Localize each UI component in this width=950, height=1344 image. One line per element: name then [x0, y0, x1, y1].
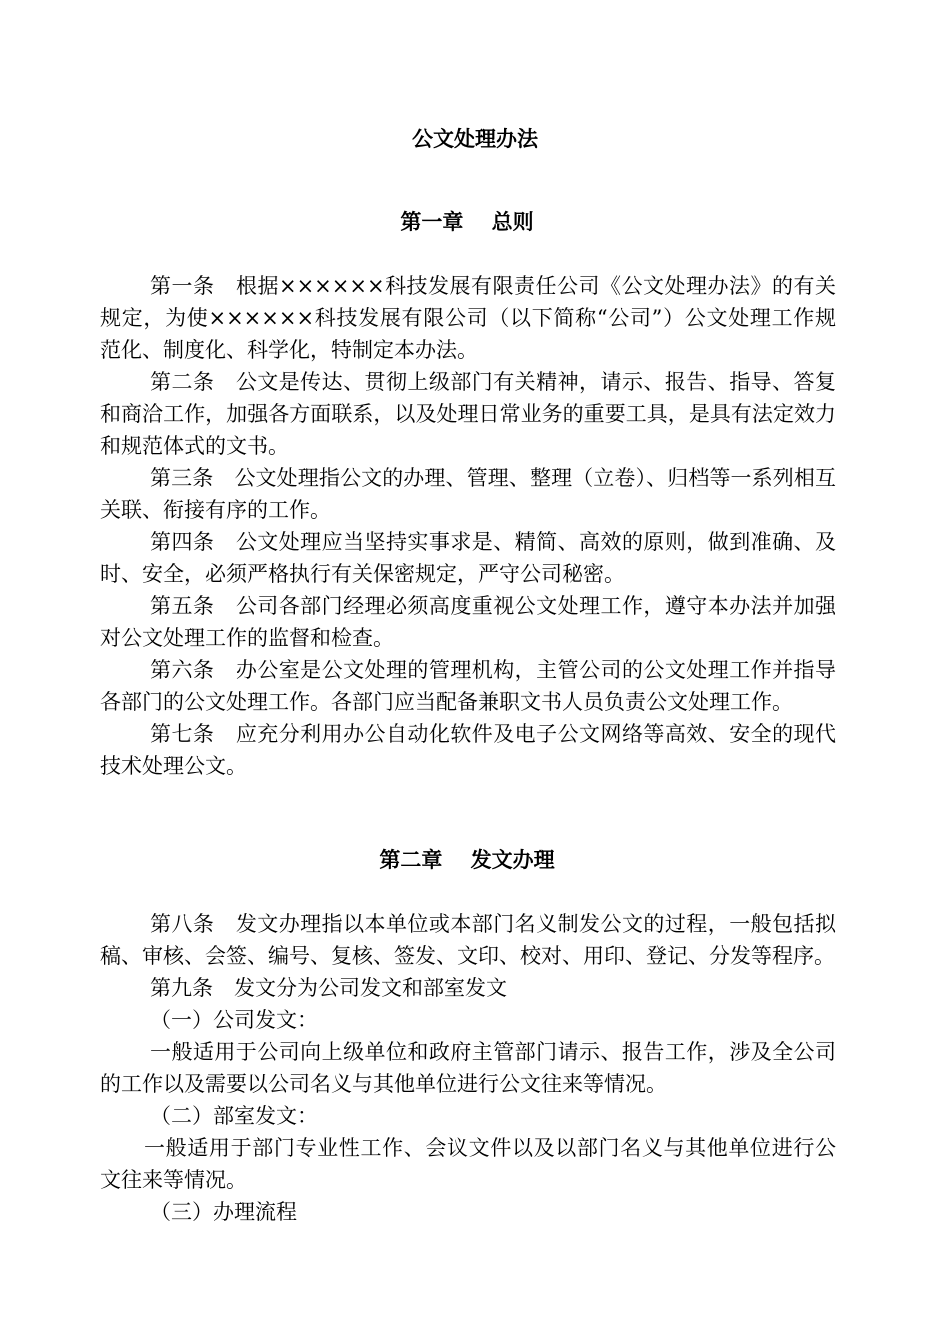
article-label: 第三条	[150, 466, 235, 490]
article-7	[100, 718, 836, 782]
article-text: 公文处理指公文的办理、管理、整理（立卷）、归档等一系列相互关联、衔接有序的工作。	[100, 466, 836, 522]
article-text: 发文分为公司发文和部室发文	[234, 976, 507, 1000]
article-6	[100, 654, 836, 718]
article-2	[100, 366, 836, 462]
article-label: 第一条	[150, 274, 236, 298]
article-text: 发文办理指以本单位或本部门名义制发公文的过程，一般包括拟稿、审核、会签、编号、复核、签发、文印、校对、用印、登记、分发等程序。	[100, 912, 837, 968]
sub-heading-department-dispatch: （二）部室发文：	[150, 1104, 318, 1128]
sub-heading-company-dispatch: （一）公司发文：	[150, 1008, 318, 1032]
article-label: 第五条	[150, 594, 236, 618]
document-title: 公文处理办法	[412, 126, 538, 151]
sub-heading-process: （三）办理流程	[150, 1200, 297, 1224]
article-text: 办公室是公文处理的管理机构，主管公司的公文处理工作并指导各部门的公文处理工作。各部门应当配备兼职文书人员负责公文处理工作。	[100, 658, 837, 714]
article-text: 应充分利用办公自动化软件及电子公文网络等高效、安全的现代技术处理公文。	[100, 722, 837, 778]
article-9	[100, 972, 836, 1004]
article-label: 第八条	[150, 912, 236, 936]
article-text: 公文处理应当坚持实事求是、精简、高效的原则，做到准确、及时、安全，必须严格执行有关保密规定，严守公司秘密。	[100, 530, 837, 586]
chapter-2-body	[100, 908, 836, 1228]
article-label: 第七条	[150, 722, 236, 746]
article-3	[100, 462, 836, 526]
sub-text-department-dispatch: 一般适用于部门专业性工作、会议文件以及以部门名义与其他单位进行公文往来等情况。	[100, 1136, 836, 1192]
article-label: 第六条	[150, 658, 236, 682]
article-5	[100, 590, 836, 654]
chapter-2-heading: 第二章 发文办理	[379, 847, 555, 872]
article-text: 公文是传达、贯彻上级部门有关精神，请示、报告、指导、答复和商洽工作，加强各方面联系，以及处理日常业务的重要工具，是具有法定效力和规范体式的文书。	[100, 370, 837, 458]
article-text: 根据××××××科技发展有限责任公司《公文处理办法》的有关规定，为使××××××科技发展有限公司（以下简称“公司”）公文处理工作规范化、制度化、科学化，特制定本办法。	[100, 274, 837, 362]
sub-text-company-dispatch: 一般适用于公司向上级单位和政府主管部门请示、报告工作，涉及全公司的工作以及需要以公司名义与其他单位进行公文往来等情况。	[100, 1040, 836, 1096]
article-1	[100, 270, 836, 366]
article-8	[100, 908, 836, 972]
article-4	[100, 526, 836, 590]
chapter-1-body	[100, 270, 836, 782]
article-text: 公司各部门经理必须高度重视公文处理工作，遵守本办法并加强对公文处理工作的监督和检查。	[100, 594, 837, 650]
article-label: 第二条	[150, 370, 236, 394]
article-label: 第四条	[150, 530, 236, 554]
article-label: 第九条	[150, 976, 234, 1000]
chapter-1-heading: 第一章 总则	[400, 209, 534, 234]
